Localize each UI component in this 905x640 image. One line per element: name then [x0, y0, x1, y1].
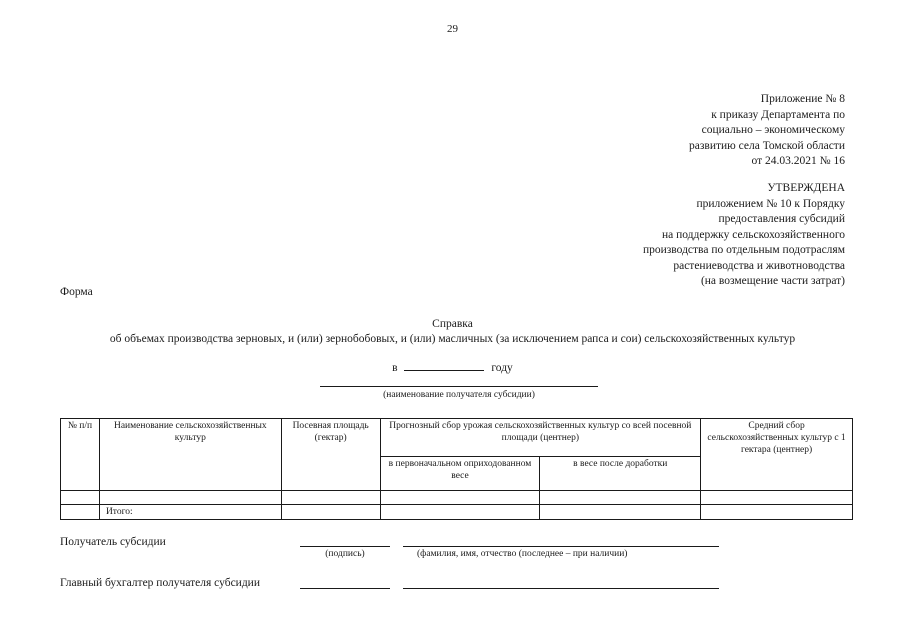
annex-block: [689, 92, 845, 170]
accountant-signature-line[interactable]: [300, 588, 390, 589]
table-cell[interactable]: [61, 505, 100, 520]
table-total-row: [61, 505, 853, 520]
header-forecast-after: в весе после доработки: [540, 457, 701, 491]
document-title: Справка: [432, 318, 473, 330]
table-cell[interactable]: [380, 491, 540, 505]
annex-line: социально – экономическому: [701, 124, 845, 136]
table-cell[interactable]: [540, 491, 701, 505]
approved-line: УТВЕРЖДЕНА: [767, 182, 845, 194]
approved-line: предоставления субсидий: [718, 213, 845, 225]
annex-line: Приложение № 8: [760, 93, 845, 105]
recipient-name-line[interactable]: [403, 546, 719, 547]
recipient-caption: (наименование получателя субсидии): [383, 390, 535, 400]
header-forecast: Прогнозный сбор урожая сельскохозяйственных культур со всей посевной площади (центнер): [380, 419, 701, 457]
name-caption: (фамилия, имя, отчество (последнее – при наличии): [417, 549, 628, 559]
signature-caption: (подпись): [325, 549, 365, 559]
header-num: № п/п: [61, 419, 100, 491]
recipient-name-line[interactable]: [320, 386, 598, 387]
header-area: Посевная площадь (гектар): [281, 419, 380, 491]
table-cell[interactable]: [281, 505, 380, 520]
page-number: 29: [447, 23, 458, 35]
approved-line: (на возмещение части затрат): [700, 275, 845, 287]
table-cell[interactable]: [99, 491, 281, 505]
accountant-signature-label: Главный бухгалтер получателя субсидии: [60, 577, 260, 589]
table-cell[interactable]: [61, 491, 100, 505]
year-line: [0, 360, 905, 374]
approved-line: производства по отдельным подотраслям: [642, 244, 845, 256]
approved-line: растениеводства и животноводства: [673, 259, 845, 272]
accountant-name-line[interactable]: [403, 588, 719, 589]
header-avg: Средний сбор сельскохозяйственных культур с 1 гектара (центнер): [701, 419, 853, 491]
form-label: Форма: [60, 286, 93, 298]
annex-line: развитию села Томской области: [689, 139, 845, 152]
production-table: [60, 418, 853, 520]
total-label: Итого:: [99, 505, 281, 520]
approved-line: на поддержку сельскохозяйственного: [661, 228, 845, 241]
table-cell[interactable]: [540, 505, 701, 520]
table-cell[interactable]: [281, 491, 380, 505]
approved-line: приложением № 10 к Порядку: [696, 197, 845, 210]
recipient-signature-line[interactable]: [300, 546, 390, 547]
annex-line: от 24.03.2021 № 16: [751, 155, 845, 167]
year-blank[interactable]: [404, 360, 484, 371]
table-cell[interactable]: [701, 505, 853, 520]
year-prefix: в: [392, 362, 398, 374]
annex-line: к приказу Департамента по: [711, 108, 845, 121]
table-cell[interactable]: [701, 491, 853, 505]
document-subtitle: об объемах производства зерновых, и (или) зернобобовых, и (или) масличных (за исключением рапса и сои) сельскохозяйственных культур: [109, 333, 796, 345]
table-cell[interactable]: [380, 505, 540, 520]
table-row: [61, 491, 853, 505]
year-suffix: году: [491, 362, 513, 374]
header-crop-name: Наименование сельскохозяйственных культур: [99, 419, 281, 491]
approved-block: [643, 181, 845, 290]
header-forecast-initial: в первоначальном оприходованном весе: [380, 457, 540, 491]
recipient-signature-label: Получатель субсидии: [60, 536, 166, 548]
